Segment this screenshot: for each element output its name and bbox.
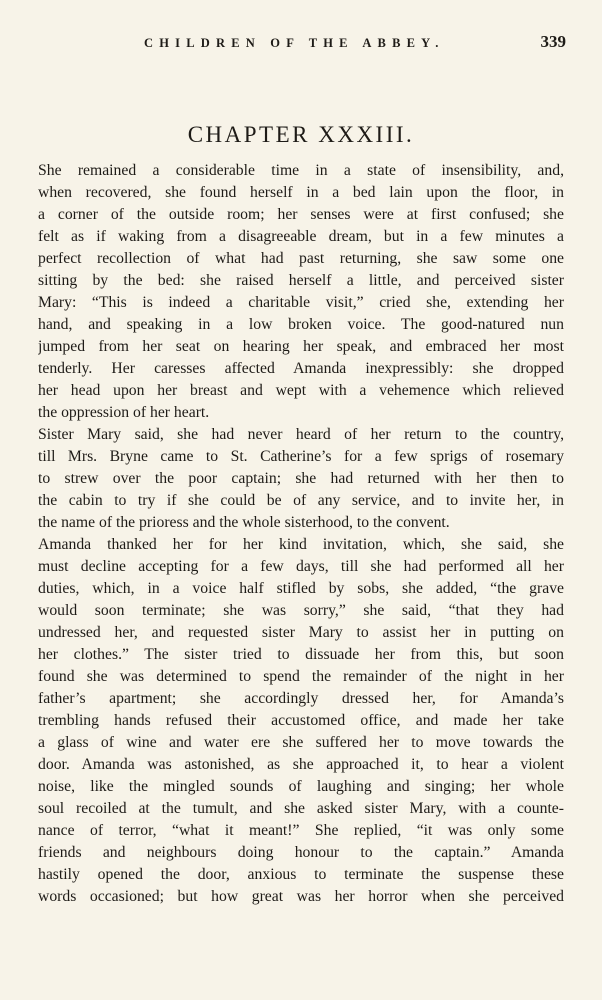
text-line: must decline accepting for a few days, till she had performed all her: [38, 558, 564, 575]
text-line: sitting by the bed: she raised herself a little, and perceived sister: [38, 272, 564, 289]
text-line: jumped from her seat on hearing her speak, and embraced her most: [38, 338, 564, 355]
text-line: perfect recollection of what had past returning, she saw some one: [38, 250, 564, 267]
page-number: 339: [540, 32, 566, 51]
text-line: her head upon her breast and wept with a vehemence which relieved: [38, 382, 564, 399]
text-line: Mary: “This is indeed a charitable visit,” cried she, extending her: [38, 294, 564, 311]
running-head: [38, 34, 566, 56]
running-title: CHILDREN OF THE ABBEY.: [144, 36, 445, 50]
text-line: door. Amanda was astonished, as she approached it, to hear a violent: [38, 756, 564, 773]
text-line: a glass of wine and water ere she suffered her to move towards the: [38, 734, 564, 751]
text-line: the cabin to try if she could be of any service, and to invite her, in: [38, 492, 564, 509]
text-line: the oppression of her heart.: [38, 404, 210, 421]
text-line: nance of terror, “what it meant!” She replied, “it was only some: [38, 822, 564, 839]
text-line: till Mrs. Bryne came to St. Catherine’s for a few sprigs of rosemary: [38, 448, 564, 465]
text-line: would soon terminate; she was sorry,” she said, “that they had: [38, 602, 564, 619]
text-line: the name of the prioress and the whole sisterhood, to the convent.: [38, 514, 450, 531]
text-line: noise, like the mingled sounds of laughing and singing; her whole: [38, 778, 564, 795]
text-line: tenderly. Her caresses affected Amanda inexpressibly: she dropped: [38, 360, 564, 377]
text-line: friends and neighbours doing honour to the captain.” Amanda: [38, 844, 564, 861]
text-line: trembling hands refused their accustomed office, and made her take: [38, 712, 564, 729]
text-line: soul recoiled at the tumult, and she asked sister Mary, with a counte-: [38, 800, 564, 817]
text-line: duties, which, in a voice half stifled by sobs, she added, “the grave: [38, 580, 564, 597]
text-line: words occasioned; but how great was her horror when she perceived: [38, 888, 564, 905]
body-text: [38, 160, 564, 908]
text-line: her clothes.” The sister tried to dissuade her from this, but soon: [38, 646, 564, 663]
text-line: father’s apartment; she accordingly dressed her, for Amanda’s: [38, 690, 564, 707]
chapter-title: CHAPTER XXXIII.: [187, 122, 415, 147]
text-line: hastily opened the door, anxious to terminate the suspense these: [38, 866, 564, 883]
text-line: She remained a considerable time in a state of insensibility, and,: [38, 162, 564, 179]
text-line: found she was determined to spend the remainder of the night in her: [38, 668, 564, 685]
text-line: felt as if waking from a disagreeable dream, but in a few minutes a: [38, 228, 564, 245]
text-line: a corner of the outside room; her senses were at first confused; she: [38, 206, 564, 223]
text-line: hand, and speaking in a low broken voice. The good-natured nun: [38, 316, 564, 333]
text-line: Sister Mary said, she had never heard of her return to the country,: [38, 426, 564, 443]
text-line: when recovered, she found herself in a bed lain upon the floor, in: [38, 184, 564, 201]
text-line: undressed her, and requested sister Mary to assist her in putting on: [38, 624, 564, 641]
text-line: to strew over the poor captain; she had returned with her then to: [38, 470, 564, 487]
text-line: Amanda thanked her for her kind invitation, which, she said, she: [38, 536, 564, 553]
